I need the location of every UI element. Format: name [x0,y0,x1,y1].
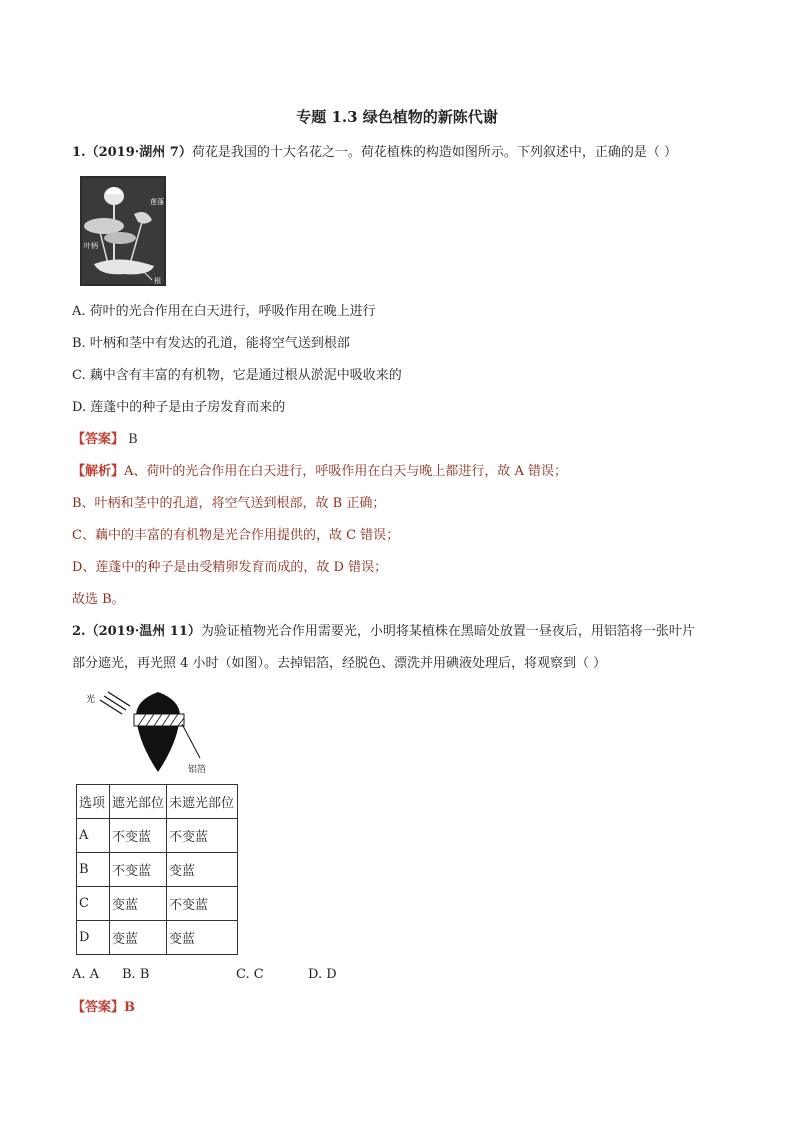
table-row [77,853,238,887]
q1-option-b: B. 叶柄和茎中有发达的孔道，能将空气送到根部 [72,336,350,351]
analysis-text: A、荷叶的光合作用在白天进行，呼吸作用在白天与晚上都进行，故 A 错误； [124,464,568,479]
q1-analysis-line-3: C、藕中的丰富的有机物是光合作用提供的，故 C 错误； [72,528,400,543]
label-foil: 铝箔 [188,765,207,775]
q2-choice-d: D. D [308,967,337,982]
question-1-text: 荷花是我国的十大名花之一。荷花植株的构造如图所示。下列叙述中，正确的是（ ） [191,145,677,160]
table-header-cell: 遮光部位 [110,785,167,819]
q2-answer [72,999,135,1017]
label-yebing: 叶柄 [84,242,98,250]
table-cell: 不变蓝 [110,819,167,853]
table-cell: C [77,887,110,921]
answer-tag: 【答案】 [72,432,125,447]
q1-analysis-line-5: 故选 B。 [72,592,125,607]
q1-analysis-line-2: B、叶柄和茎中的孔道，将空气送到根部，故 B 正确； [72,496,386,511]
analysis-tag: 【解析】 [72,464,125,479]
table-header-row [77,785,238,819]
table-cell: B [77,853,110,887]
q2-choice-c: C. C [236,967,264,982]
question-1-stem [72,144,677,162]
answer-value: B [124,1000,136,1015]
page-title: 专题 1.3 绿色植物的新陈代谢 [296,108,498,126]
q1-option-d: D. 莲蓬中的种子是由子房发育而来的 [72,400,286,415]
table-cell: 不变蓝 [167,887,238,921]
label-gen: 根 [154,277,161,285]
q1-analysis-line-4: D、莲蓬中的种子是由受精卵发育而成的，故 D 错误； [72,560,388,575]
q1-analysis-line-1 [72,463,567,481]
answer-value: B [128,432,138,447]
table-header-cell: 选项 [77,785,110,819]
table-cell: 变蓝 [110,921,167,955]
table-cell: 不变蓝 [110,853,167,887]
question-2-text: 为验证植物光合作用需要光，小明将某植株在黑暗处放置一昼夜后，用铝箔将一张叶片 [200,624,695,639]
options-table [76,784,238,955]
table-header-cell: 未遮光部位 [167,785,238,819]
q1-answer [72,431,138,449]
leaf-foil-figure [82,688,222,776]
q1-option-c: C. 藕中含有丰富的有机物，它是通过根从淤泥中吸收来的 [72,368,402,383]
q2-choice-a: A. A [72,967,100,982]
q1-option-a: A. 荷叶的光合作用在白天进行，呼吸作用在晚上进行 [72,304,376,319]
table-cell: 变蓝 [167,853,238,887]
table-row [77,887,238,921]
lotus-figure [80,176,166,286]
question-2-stem-line-2: 部分遮光，再光照 4 小时（如图）。去掉铝箔，经脱色、漂洗并用碘液处理后，将观察到（ ） [72,656,607,671]
label-light: 光 [86,695,96,705]
question-2-stem-line-1 [72,623,695,641]
label-lianpeng: 莲蓬 [150,198,164,206]
table-row [77,921,238,955]
table-cell: 变蓝 [110,887,167,921]
table-cell: 变蓝 [167,921,238,955]
table-cell: A [77,819,110,853]
q2-choice-b: B. B [122,967,150,982]
table-cell: D [77,921,110,955]
question-2-head: 2.（2019·温州 11） [72,624,201,639]
answer-tag: 【答案】 [72,1000,125,1015]
table-row [77,819,238,853]
table-cell: 不变蓝 [167,819,238,853]
question-1-head: 1.（2019·湖州 7） [72,145,192,160]
